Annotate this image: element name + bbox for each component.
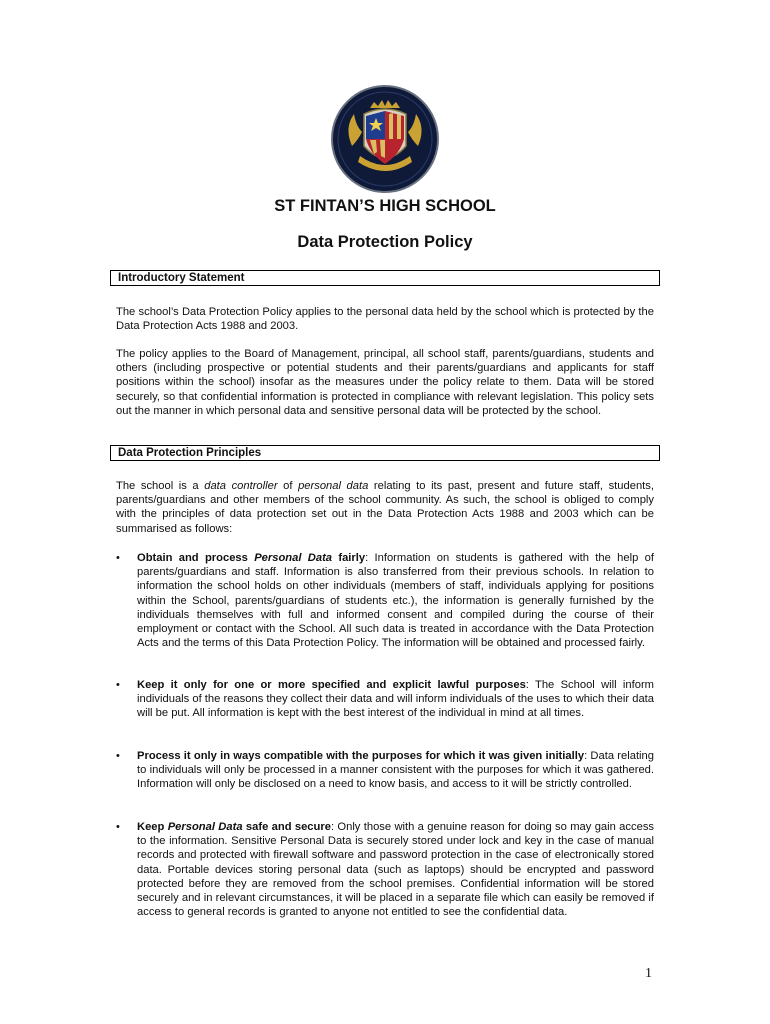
principle-item-2: [137, 678, 654, 721]
text-run: : Data relating to individuals will only be processed in a manner consistent with the purposes for which it was gathered. Information will only be disclosed on a need to know basis, and access to it will be strictly controlled.: [137, 750, 654, 791]
text-run-bold: Process it only in ways compatible with the purposes for which it was given initially: [137, 750, 585, 762]
text-run: : The School will inform individuals of the reasons they collect their data and will inform individuals of the uses to which their data will be put. All information is kept with the best interest of the individual in mind at all times.: [137, 679, 654, 720]
text-run: of: [277, 480, 299, 492]
text-run-bold: safe and secure: [242, 821, 331, 833]
text-run-bold: Obtain and process: [137, 552, 255, 564]
principle-item-4: [137, 820, 654, 919]
policy-title: Data Protection Policy: [297, 233, 473, 251]
principles-intro-paragraph: [116, 479, 654, 536]
page-number: 1: [645, 966, 652, 981]
text-run-italic: data controller: [204, 480, 278, 492]
text-run-bold-italic: Personal Data: [254, 552, 333, 564]
text-run: : Information on students is gathered with the help of parents/guardians and staff. Information is also transferred from their previous schools. In relation to information the school holds on other individuals (members of staff, individuals applying for positions within the School, parents/guardians of students etc.), the information is generally furnished by the individuals themselves with full and informed consent and compiled during the course of their employment or contact with the School. All such data is treated in accordance with the Data Protection Acts and the terms of this Data Protection Policy. The information will be obtained and processed fairly.: [137, 552, 654, 650]
text-run: The school is a: [116, 480, 205, 492]
principle-item-3: [137, 749, 654, 792]
bullet-icon: •: [116, 821, 120, 833]
bullet-icon: •: [116, 679, 120, 691]
text-run-bold: Keep: [137, 821, 168, 833]
principle-item-1: [137, 551, 654, 650]
school-name: ST FINTAN’S HIGH SCHOOL: [274, 197, 496, 215]
intro-paragraph-2: The policy applies to the Board of Management, principal, all school staff, parents/guardians, students and others (including prospective or potential students and their parents/guardians and applicants for staff positions within the school) insofar as the measures under the policy relate to them. Data will be stored securely, so that confidential information is protected in compliance with relevant legislation. This policy sets out the manner in which personal data and sensitive personal data will be protected by the school.: [116, 348, 654, 417]
text-run-bold-italic: Personal Data: [167, 821, 243, 833]
text-run: : Only those with a genuine reason for doing so may gain access to the information. Sensitive Personal Data is securely stored under lock and key in the case of manual records and protected with firewall software and password protection in the case of electronically stored data. Portable devices storing personal data (such as laptops) should be encrypted and password protected before they are removed from the school premises. Confidential information will be stored securely and in relevant circumstances, it will be placed in a separate file which can easily be removed if access to general records is granted to anyone not entitled to see the confidential data.: [137, 821, 655, 919]
intro-paragraph-1: The school’s Data Protection Policy applies to the personal data held by the school which is protected by the Data Protection Acts 1988 and 2003.: [116, 306, 654, 333]
text-run-bold: Keep it only for one or more specified and explicit lawful purposes: [137, 679, 526, 691]
principles-heading: Data Protection Principles: [110, 445, 660, 461]
text-run: relating to its past, present and future staff, students, parents/guardians and other members of the school community. As such, the school is obliged to comply with the principles of data protection set out in the Data Protection Acts 1988 and 2003 which can be summarised as follows:: [116, 480, 654, 535]
school-crest-logo: [330, 84, 440, 194]
bullet-icon: •: [116, 552, 120, 564]
text-run-italic: personal data: [298, 480, 369, 492]
text-run-bold: fairly: [332, 552, 366, 564]
intro-heading: Introductory Statement: [110, 270, 660, 286]
bullet-icon: •: [116, 750, 120, 762]
